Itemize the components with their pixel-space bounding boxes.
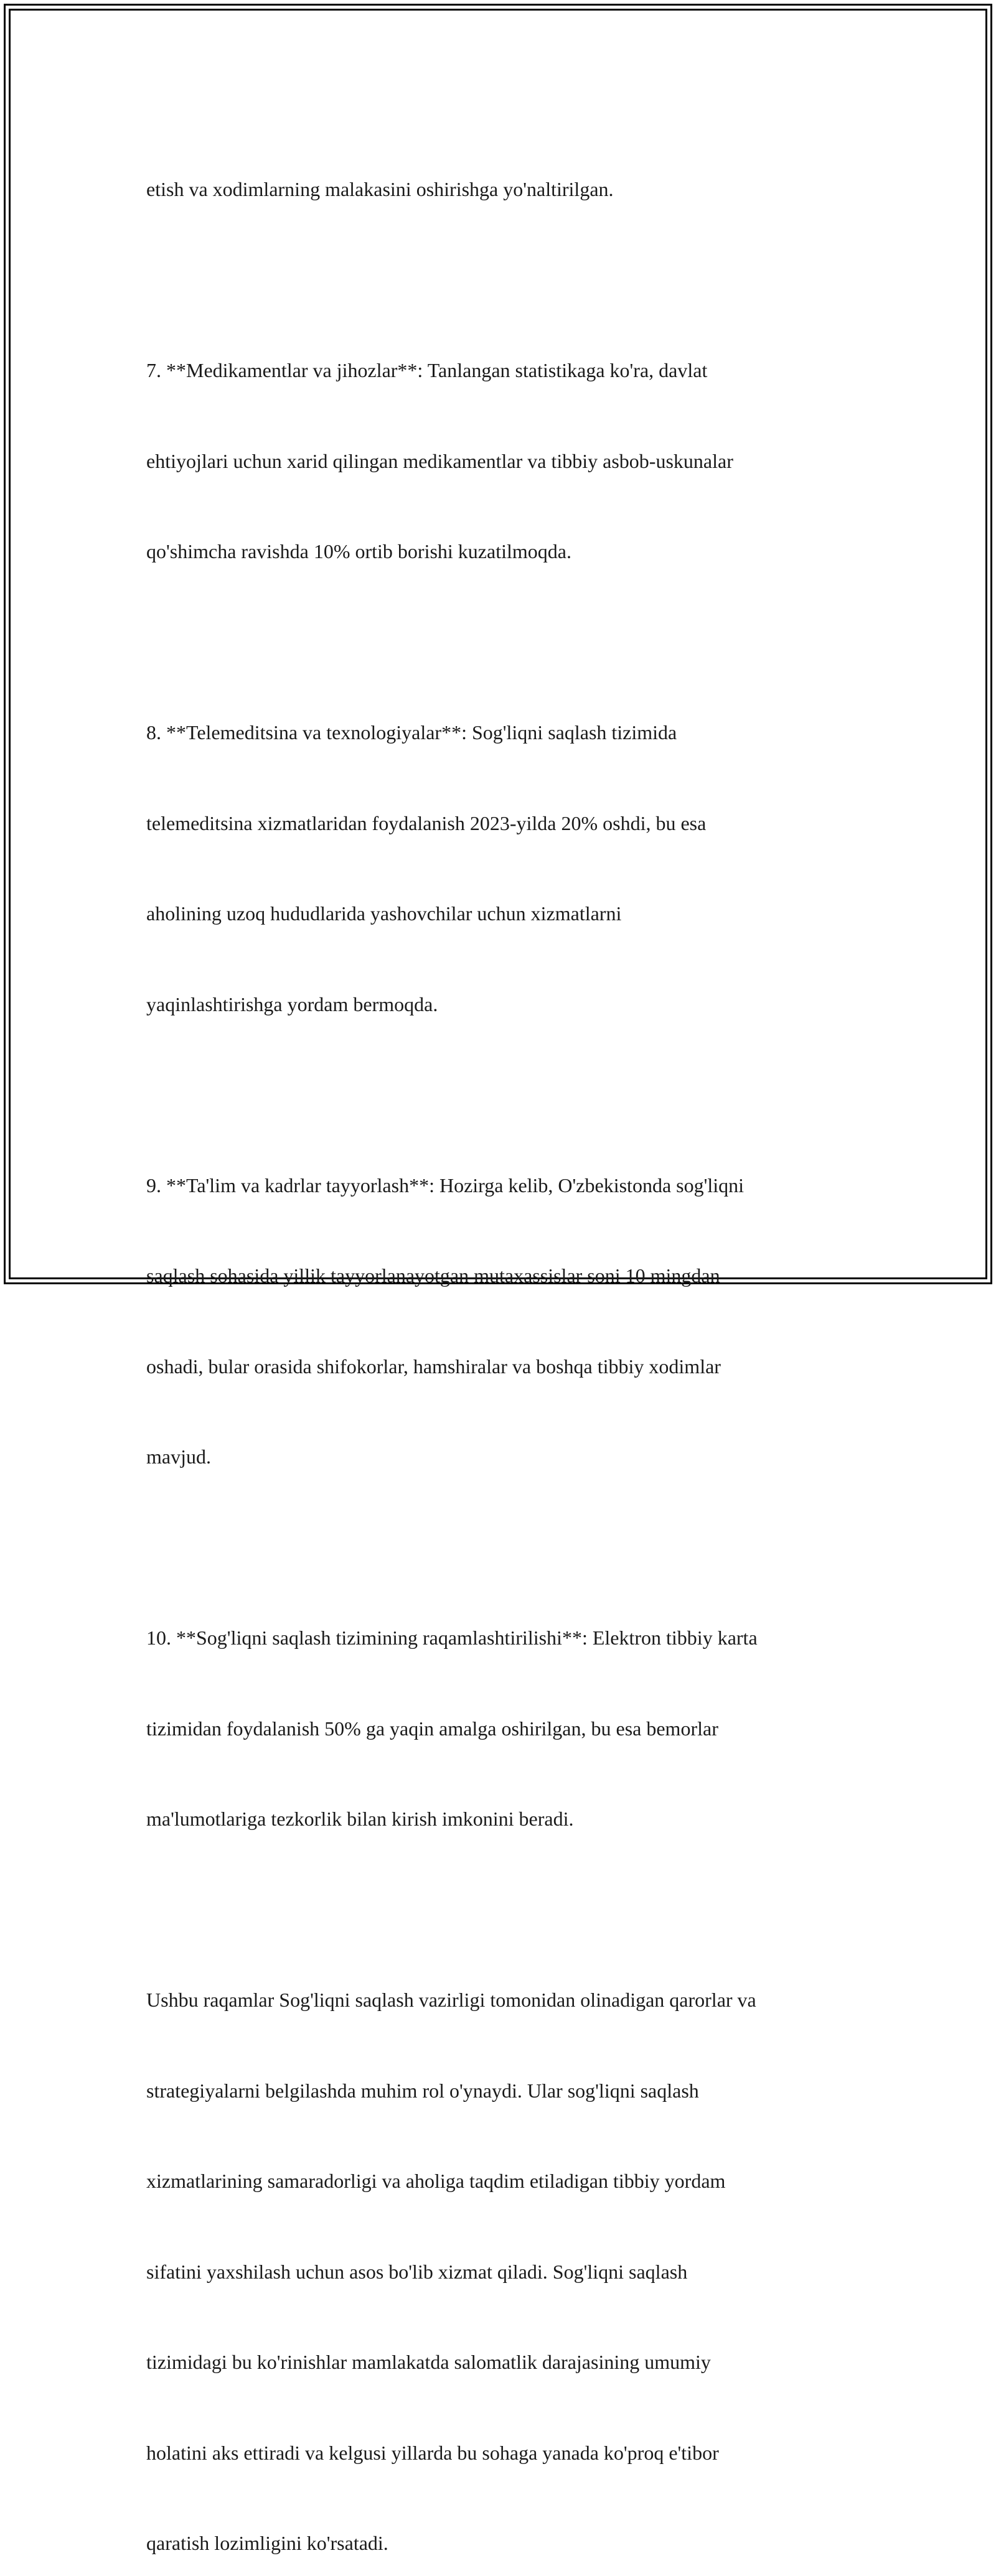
text-line: holatini aks ettiradi va kelgusi yillarda bu sohaga yanada ko'proq e'tibor — [146, 2441, 719, 2464]
text-line: etish va xodimlarning malakasini oshirishga yo'naltirilgan. — [146, 178, 614, 200]
text-line: oshadi, bular orasida shifokorlar, hamshiralar va boshqa tibbiy xodimlar — [146, 1355, 721, 1378]
paragraph-gap — [146, 627, 875, 658]
paragraph-gap — [146, 1080, 875, 1110]
text-line: 10. **Sog'liqni saqlash tizimining raqamlashtirilishi**: Elektron tibbiy karta — [146, 1626, 758, 1649]
text-line: aholining uzoq hududlarida yashovchilar uchun xizmatlarni — [146, 902, 622, 925]
paragraph-gap — [146, 265, 875, 296]
paragraph-gap — [146, 1895, 875, 1925]
document-body — [146, 114, 875, 2576]
text-line: tizimidagi bu ko'rinishlar mamlakatda salomatlik darajasining umumiy — [146, 2351, 711, 2373]
text-line: mavjud. — [146, 1445, 211, 1468]
text-line: qaratish lozimligini ko'rsatadi. — [146, 2532, 388, 2554]
text-line: strategiyalarni belgilashda muhim rol o'ynaydi. Ular sog'liqni saqlash — [146, 2079, 699, 2102]
text-line: saqlash sohasida yillik tayyorlanayotgan mutaxassislar soni 10 mingdan — [146, 1264, 720, 1287]
text-line: qo'shimcha ravishda 10% ortib borishi kuzatilmoqda. — [146, 540, 571, 562]
text-line: ehtiyojlari uchun xarid qilingan medikamentlar va tibbiy asbob-uskunalar — [146, 449, 733, 472]
paragraph-gap — [146, 1533, 875, 1563]
text-line: xizmatlarining samaradorligi va aholiga taqdim etiladigan tibbiy yordam — [146, 2170, 726, 2192]
text-line: 7. **Medikamentlar va jihozlar**: Tanlangan statistikaga ko'ra, davlat — [146, 359, 708, 381]
text-line: Ushbu raqamlar Sog'liqni saqlash vazirligi tomonidan olinadigan qarorlar va — [146, 1989, 756, 2011]
text-line: telemeditsina xizmatlaridan foydalanish 2023-yilda 20% oshdi, bu esa — [146, 811, 707, 834]
text-line: 8. **Telemeditsina va texnologiyalar**: Sog'liqni saqlash tizimida — [146, 721, 677, 744]
text-line: 9. **Ta'lim va kadrlar tayyorlash**: Hozirga kelib, O'zbekistonda sog'liqni — [146, 1174, 745, 1197]
text-line: ma'lumotlariga tezkorlik bilan kirish imkonini beradi. — [146, 1808, 574, 1830]
text-line: tizimidan foydalanish 50% ga yaqin amalga oshirilgan, bu esa bemorlar — [146, 1717, 718, 1740]
text-line: sifatini yaxshilash uchun asos bo'lib xizmat qiladi. Sog'liqni saqlash — [146, 2260, 688, 2283]
text-line: yaqinlashtirishga yordam bermoqda. — [146, 992, 438, 1015]
